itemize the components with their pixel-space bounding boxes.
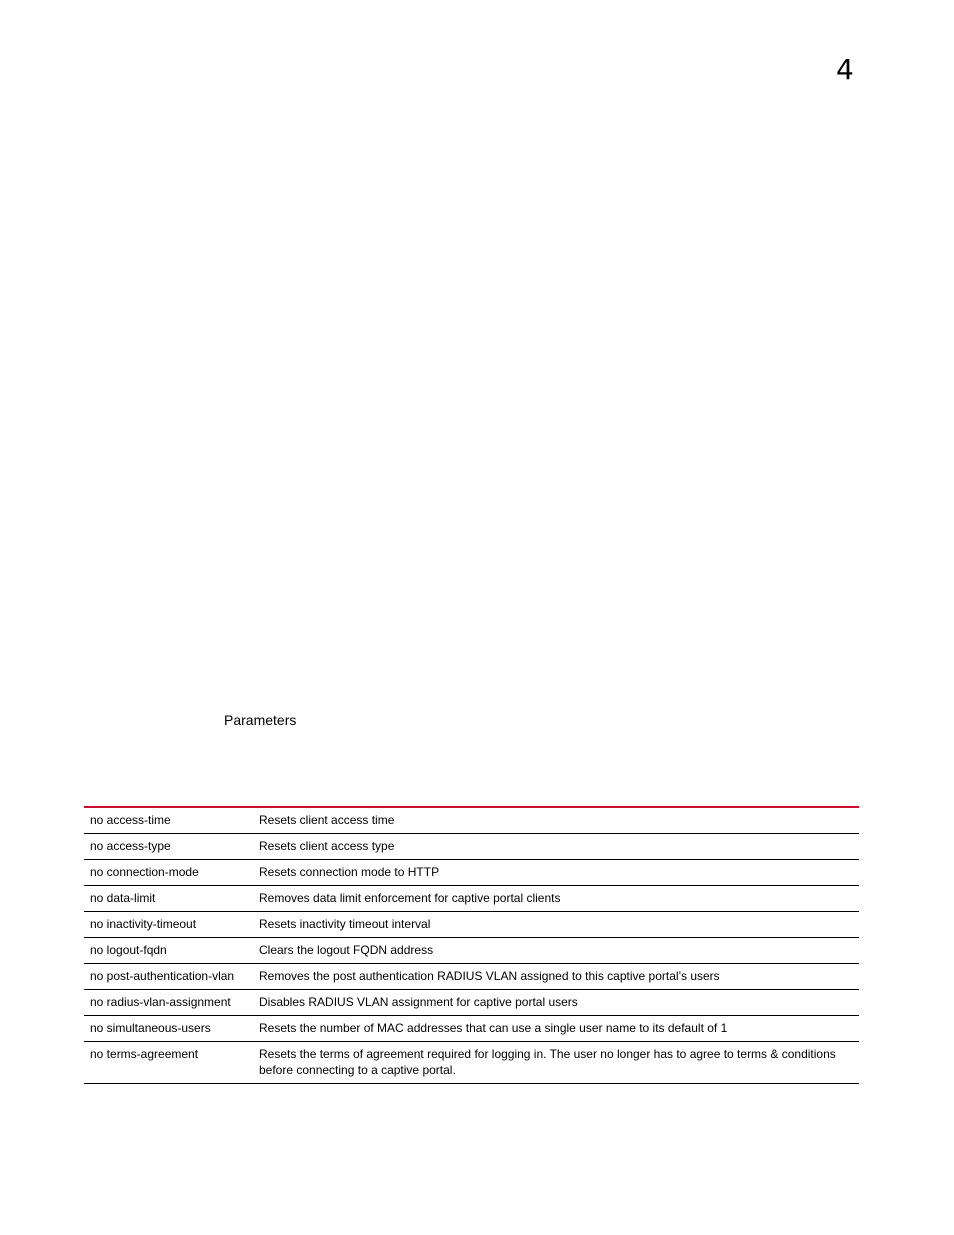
table-row <box>84 938 859 964</box>
table-row <box>84 834 859 860</box>
table-row <box>84 860 859 886</box>
param-name: no data-limit <box>84 886 251 912</box>
table-row <box>84 1016 859 1042</box>
table-row <box>84 886 859 912</box>
table-row <box>84 964 859 990</box>
param-name: no logout-fqdn <box>84 938 251 964</box>
param-description: Clears the logout FQDN address <box>251 938 859 964</box>
param-name: no post-authentication-vlan <box>84 964 251 990</box>
param-description: Resets client access type <box>251 834 859 860</box>
param-description: Resets connection mode to HTTP <box>251 860 859 886</box>
param-name: no access-time <box>84 807 251 834</box>
param-description: Removes the post authentication RADIUS VLAN assigned to this captive portal’s users <box>251 964 859 990</box>
param-description: Resets client access time <box>251 807 859 834</box>
chapter-number: 4 <box>836 53 854 86</box>
param-name: no simultaneous-users <box>84 1016 251 1042</box>
param-description: Resets the number of MAC addresses that can use a single user name to its default of 1 <box>251 1016 859 1042</box>
table-row <box>84 1042 859 1084</box>
table-row <box>84 912 859 938</box>
param-name: no terms-agreement <box>84 1042 251 1084</box>
param-description: Removes data limit enforcement for captive portal clients <box>251 886 859 912</box>
param-description: Resets inactivity timeout interval <box>251 912 859 938</box>
table-row <box>84 807 859 834</box>
param-name: no inactivity-timeout <box>84 912 251 938</box>
param-name: no radius-vlan-assignment <box>84 990 251 1016</box>
parameters-table <box>84 806 859 1084</box>
param-name: no connection-mode <box>84 860 251 886</box>
table-row <box>84 990 859 1016</box>
param-description: Disables RADIUS VLAN assignment for captive portal users <box>251 990 859 1016</box>
section-heading: Parameters <box>224 712 297 728</box>
param-description: Resets the terms of agreement required for logging in. The user no longer has to agree to terms & conditions before connecting to a captive portal. <box>251 1042 859 1084</box>
param-name: no access-type <box>84 834 251 860</box>
